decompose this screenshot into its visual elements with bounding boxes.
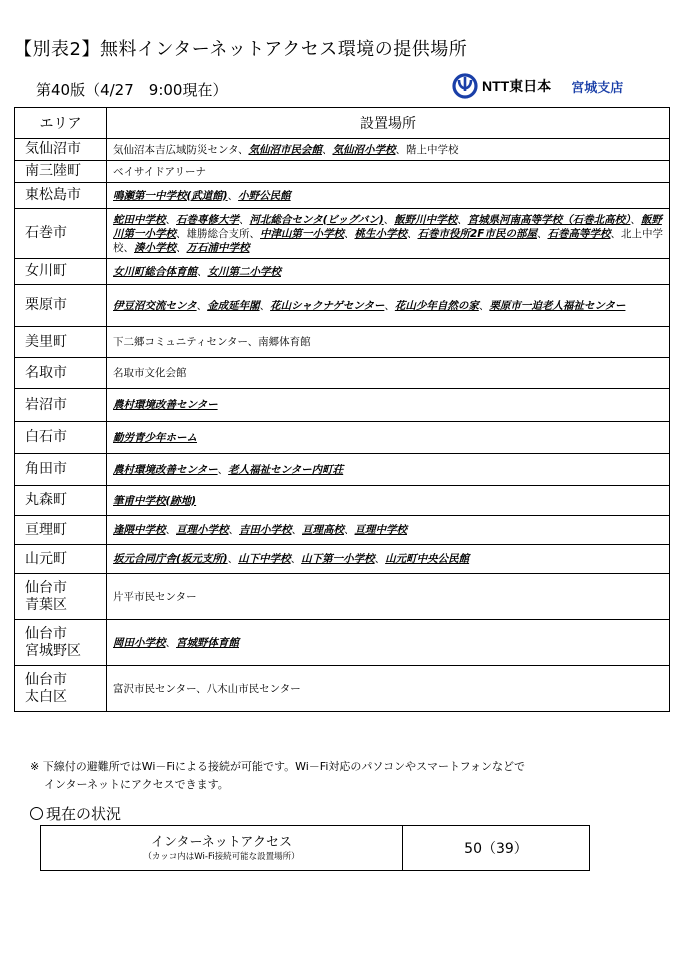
location-cell bbox=[107, 516, 670, 545]
location-cell bbox=[107, 454, 670, 486]
area-cell: 角田市 bbox=[15, 454, 107, 486]
status-sublabel: （カッコ内はWi-Fi接続可能な設置場所） bbox=[143, 851, 300, 862]
wifi-location: 石巻市役所2F市民の部屋 bbox=[417, 227, 537, 240]
location-cell bbox=[107, 545, 670, 574]
wifi-location: 鳴瀬第一中学校(武道館) bbox=[113, 189, 228, 202]
location-text: 、 bbox=[227, 189, 239, 202]
wifi-location: 亘理高校 bbox=[302, 524, 344, 536]
location-text: 、 bbox=[239, 213, 250, 226]
area-cell: 白石市 bbox=[15, 422, 107, 454]
wifi-location: 亘理小学校 bbox=[176, 524, 229, 536]
location-text: 、 bbox=[290, 553, 302, 565]
wifi-location: 金成延年閣 bbox=[207, 299, 260, 312]
area-cell: 山元町 bbox=[15, 545, 107, 574]
area-cell: 南三陸町 bbox=[15, 161, 107, 183]
status-heading-text: 現在の状況 bbox=[46, 805, 122, 823]
area-cell: 丸森町 bbox=[15, 486, 107, 516]
location-text: 、 bbox=[228, 524, 239, 536]
wifi-location: 山下中学校 bbox=[238, 553, 291, 565]
location-cell bbox=[107, 259, 670, 285]
wifi-location: 石巻高等学校 bbox=[547, 227, 611, 240]
wifi-location: 山元町中央公民館 bbox=[385, 553, 470, 565]
column-header-location: 設置場所 bbox=[107, 108, 670, 139]
location-cell bbox=[107, 574, 670, 620]
area-cell: 岩沼市 bbox=[15, 389, 107, 422]
table-row bbox=[15, 285, 670, 327]
wifi-location: 女川第二小学校 bbox=[207, 265, 281, 278]
table-row bbox=[15, 183, 670, 209]
table-row bbox=[15, 259, 670, 285]
location-cell bbox=[107, 666, 670, 712]
location-text: 、北上中学校、 bbox=[113, 227, 663, 254]
table-row bbox=[15, 209, 670, 259]
wifi-location: 農村環境改善センター bbox=[113, 463, 218, 476]
branch-name: 宮城支店 bbox=[571, 80, 624, 96]
wifi-location: 気仙沼市民会館 bbox=[248, 143, 322, 156]
wifi-location: 山下第一小学校 bbox=[301, 553, 375, 565]
area-cell: 名取市 bbox=[15, 358, 107, 389]
location-text: 片平市民センター bbox=[113, 590, 197, 603]
location-text: 、 bbox=[374, 553, 386, 565]
location-text: 名取市文化会館 bbox=[113, 367, 187, 379]
location-text: 、 bbox=[384, 299, 395, 312]
area-cell: 東松島市 bbox=[15, 183, 107, 209]
wifi-location: 宮城野体育館 bbox=[176, 636, 239, 649]
location-text: 、 bbox=[344, 227, 355, 240]
wifi-location: 飯野川第一小学校 bbox=[113, 213, 662, 240]
location-text: 、 bbox=[536, 227, 548, 240]
area-cell: 気仙沼市 bbox=[15, 139, 107, 161]
wifi-location: 万石浦中学校 bbox=[186, 241, 250, 254]
wifi-location: 花山少年自然の家 bbox=[394, 299, 479, 312]
wifi-note bbox=[30, 758, 590, 794]
wifi-location: 気仙沼小学校 bbox=[332, 143, 396, 156]
location-text: 、 bbox=[407, 227, 418, 240]
status-label-cell bbox=[41, 826, 403, 871]
status-value: 50（39） bbox=[464, 841, 528, 857]
wifi-location: 農村環境改善センター bbox=[113, 399, 218, 411]
wifi-location: 老人福祉センター内町荘 bbox=[228, 463, 344, 476]
wifi-location: 宮城県河南高等学校（石巻北高校） bbox=[467, 213, 631, 226]
location-text: 、 bbox=[321, 143, 333, 156]
wifi-location: 伊豆沼交流センタ bbox=[113, 299, 197, 312]
status-value-cell bbox=[403, 826, 590, 871]
area-cell: 栗原市 bbox=[15, 285, 107, 327]
column-header-area: エリア bbox=[15, 108, 107, 139]
wifi-location: 河北総合センタ(ビッグバン) bbox=[249, 213, 384, 226]
location-text: 下二郷コミュニティセンター、南郷体育館 bbox=[113, 336, 311, 348]
wifi-location: 中津山第一小学校 bbox=[260, 227, 344, 240]
ntt-logo bbox=[452, 72, 623, 100]
circle-icon bbox=[30, 807, 43, 820]
area-cell: 女川町 bbox=[15, 259, 107, 285]
table-row bbox=[15, 516, 670, 545]
location-cell bbox=[107, 139, 670, 161]
table-row bbox=[15, 666, 670, 712]
ntt-logo-icon bbox=[452, 73, 478, 99]
table-header-row bbox=[15, 108, 670, 139]
table-row bbox=[15, 545, 670, 574]
location-cell bbox=[107, 183, 670, 209]
status-row bbox=[41, 826, 590, 871]
wifi-location: 石巻専修大学 bbox=[176, 213, 239, 226]
status-table bbox=[40, 825, 590, 871]
wifi-location: 飯野川中学校 bbox=[394, 213, 458, 226]
location-text: 、 bbox=[217, 463, 229, 476]
location-text: 、 bbox=[176, 241, 187, 254]
status-heading bbox=[30, 803, 121, 824]
note-line-1: ※ 下線付の避難所ではWi－Fiによる接続が可能です。Wi－Fi対応のパソコンやスマートフォンなどで bbox=[30, 760, 526, 773]
location-text: 、 bbox=[259, 299, 271, 312]
wifi-location: 筆甫中学校(跡地) bbox=[113, 494, 197, 507]
location-text: 、 bbox=[478, 299, 490, 312]
area-cell: 美里町 bbox=[15, 327, 107, 358]
wifi-location: 坂元合同庁舎(坂元支所) bbox=[113, 553, 228, 565]
location-text: 、 bbox=[344, 524, 355, 536]
location-text: ベイサイドアリーナ bbox=[113, 165, 207, 178]
wifi-location: 吉田小学校 bbox=[239, 524, 292, 536]
location-cell bbox=[107, 327, 670, 358]
table-row bbox=[15, 389, 670, 422]
wifi-location: 栗原市一迫老人福祉センター bbox=[489, 299, 626, 312]
wifi-location: 女川町総合体育館 bbox=[113, 265, 197, 278]
location-text: 、階上中学校 bbox=[395, 143, 459, 156]
location-text: 、 bbox=[630, 213, 641, 226]
wifi-location: 勤労青少年ホーム bbox=[113, 431, 197, 444]
status-label: インターネットアクセス bbox=[150, 834, 293, 850]
wifi-location: 小野公民館 bbox=[238, 189, 291, 202]
location-cell bbox=[107, 209, 670, 259]
location-cell bbox=[107, 285, 670, 327]
location-text: 、 bbox=[165, 213, 176, 226]
area-cell: 仙台市 宮城野区 bbox=[15, 620, 107, 666]
location-cell bbox=[107, 620, 670, 666]
logo-text: NTT東日本 bbox=[482, 78, 552, 94]
location-cell bbox=[107, 389, 670, 422]
table-row bbox=[15, 422, 670, 454]
location-text: 、 bbox=[457, 213, 468, 226]
area-cell: 仙台市 太白区 bbox=[15, 666, 107, 712]
location-text: 、雄勝総合支所、 bbox=[176, 227, 260, 240]
location-text: 富沢市民センター、八木山市民センター bbox=[113, 682, 301, 695]
location-text: 、 bbox=[291, 524, 302, 536]
edition-date: 第40版（4/27 9:00現在） bbox=[36, 81, 228, 99]
area-cell: 亘理町 bbox=[15, 516, 107, 545]
table-row bbox=[15, 486, 670, 516]
area-cell: 石巻市 bbox=[15, 209, 107, 259]
locations-table bbox=[14, 107, 670, 712]
wifi-location: 亘理中学校 bbox=[354, 524, 407, 536]
table-row bbox=[15, 620, 670, 666]
page-title: 【別表2】無料インターネットアクセス環境の提供場所 bbox=[14, 39, 468, 60]
table-row bbox=[15, 358, 670, 389]
wifi-location: 逢隈中学校 bbox=[113, 524, 166, 536]
table-row bbox=[15, 574, 670, 620]
wifi-location: 岡田小学校 bbox=[113, 636, 166, 649]
location-text: 気仙沼本吉広域防災センタ、 bbox=[113, 143, 249, 156]
wifi-location: 湊小学校 bbox=[134, 241, 176, 254]
location-cell bbox=[107, 161, 670, 183]
location-cell bbox=[107, 486, 670, 516]
table-row bbox=[15, 139, 670, 161]
location-text: 、 bbox=[196, 299, 208, 312]
location-text: 、 bbox=[227, 553, 239, 565]
note-line-2: インターネットにアクセスできます。 bbox=[44, 778, 229, 791]
wifi-location: 桃生小学校 bbox=[354, 227, 407, 240]
location-cell bbox=[107, 422, 670, 454]
wifi-location: 蛇田中学校 bbox=[113, 213, 166, 226]
location-text: 、 bbox=[383, 213, 395, 226]
location-text: 、 bbox=[165, 524, 176, 536]
location-text: 、 bbox=[165, 636, 176, 649]
area-cell: 仙台市 青葉区 bbox=[15, 574, 107, 620]
wifi-location: 花山シャクナゲセンター bbox=[270, 299, 385, 312]
table-row bbox=[15, 454, 670, 486]
location-text: 、 bbox=[197, 265, 208, 278]
table-row bbox=[15, 327, 670, 358]
location-cell bbox=[107, 358, 670, 389]
table-row bbox=[15, 161, 670, 183]
